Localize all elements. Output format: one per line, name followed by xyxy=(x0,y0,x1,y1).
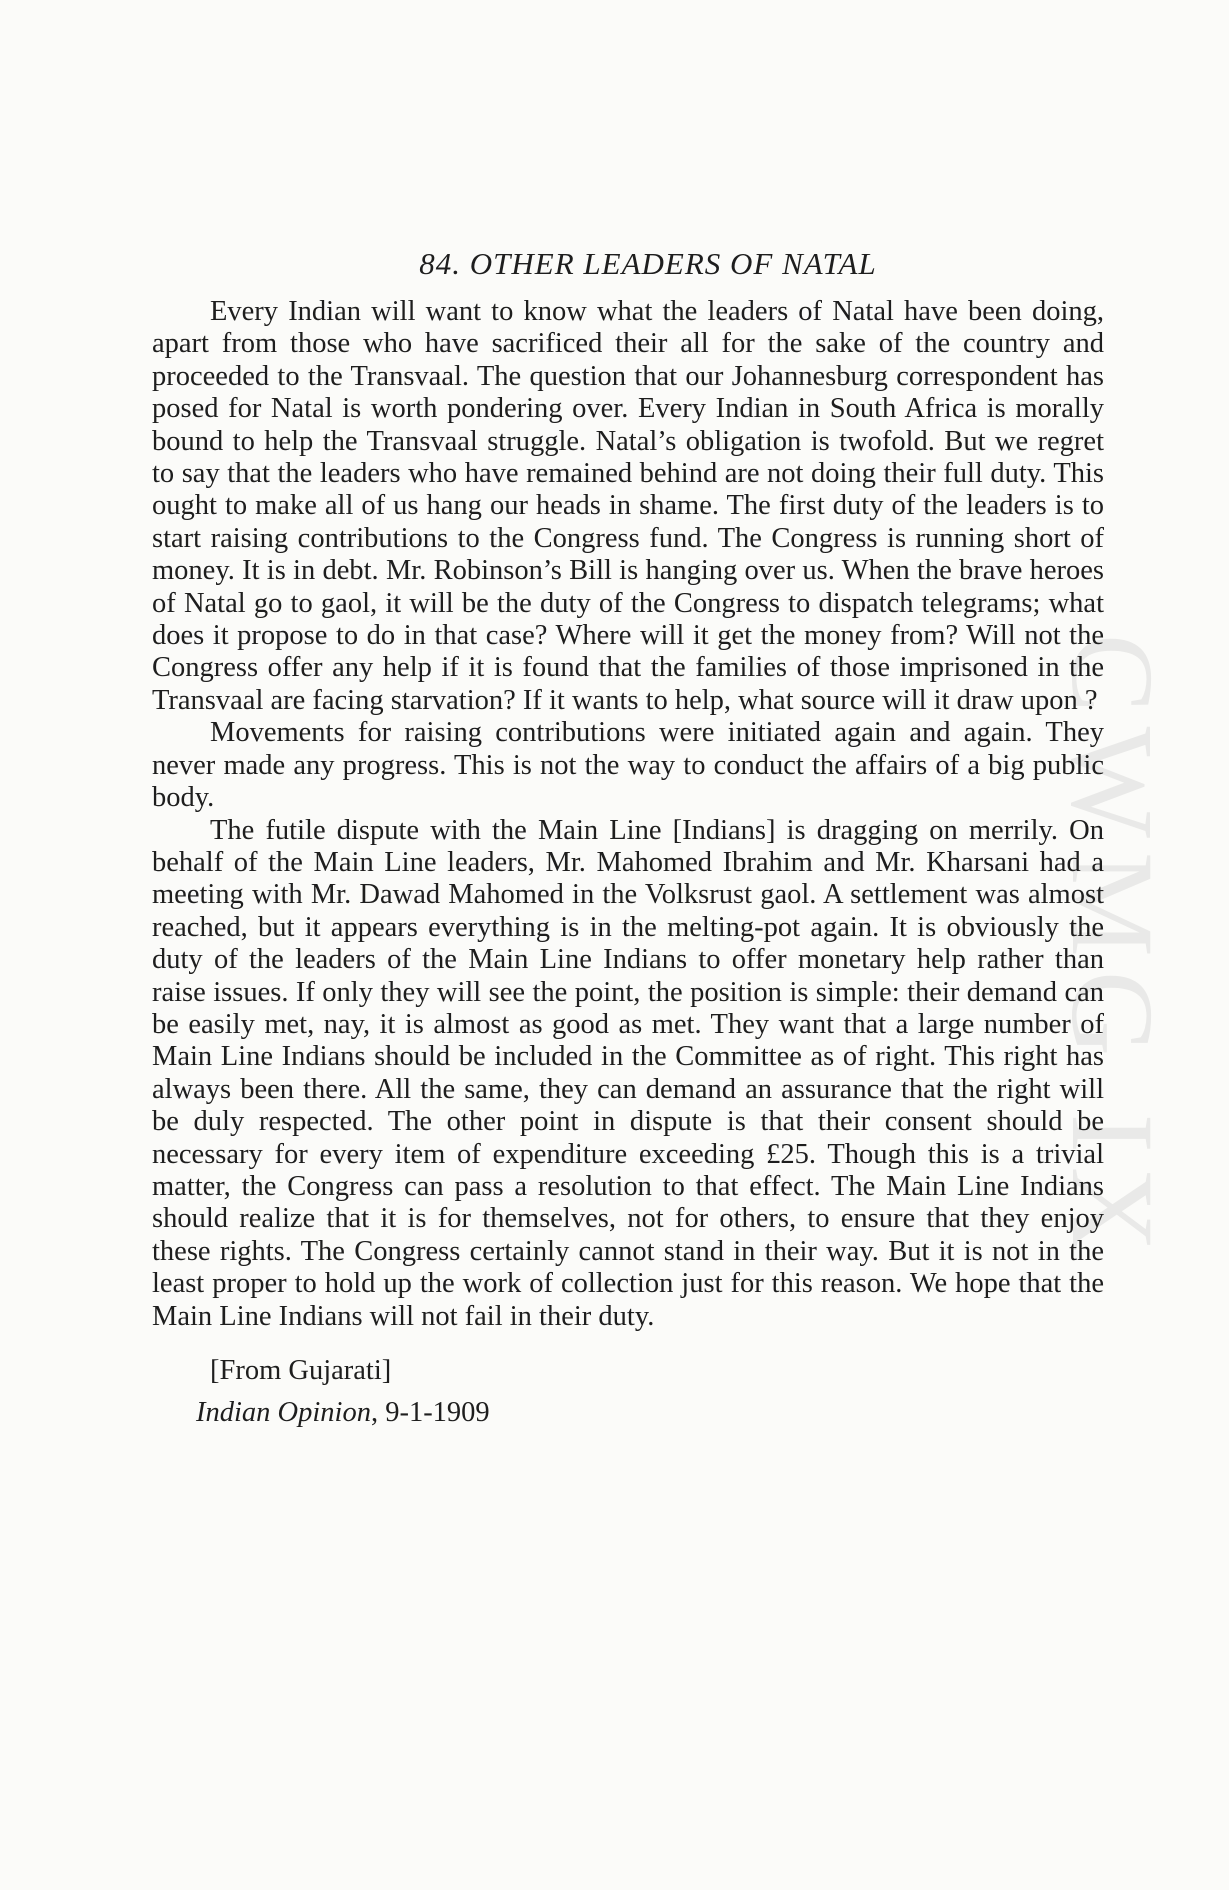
paragraph-2: Movements for raising contributions were initiated again and again. They never made any progress. This is not the way to conduct the affairs of a big public body. xyxy=(152,717,1104,814)
article-title: 84. OTHER LEADERS OF NATAL xyxy=(419,246,877,281)
watermark-text: CWMG IX xyxy=(1047,633,1179,1267)
citation-date: 9-1-1909 xyxy=(385,1397,490,1428)
citation xyxy=(196,1397,1104,1429)
citation-separator: , xyxy=(370,1397,386,1428)
document-page xyxy=(152,246,1104,1429)
paragraph-3: The futile dispute with the Main Line [Indians] is dragging on merrily. On behalf of the Main Line leaders, Mr. Mahomed Ibrahim and Mr. Kharsani had a meeting with Mr. Dawad Mahomed in the Volksrust gaol. A settlement was almost reached, but it appears everything is in the melting-pot again. It is obviously the duty of the leaders of the Main Line Indians to offer monetary help rather than raise issues. If only they will see the point, the position is simple: their demand can be easily met, nay, it is almost as good as met. They want that a large number of Main Line Indians should be included in the Committee as of right. This right has always been there. All the same, they can demand an assurance that the right will be duly respected. The other point in dispute is that their consent should be necessary for every item of expenditure exceeding £25. Though this is a trivial matter, the Congress can pass a resolution to that effect. The Main Line Indians should realize that it is for themselves, not for others, to ensure that they enjoy these rights. The Congress certainly cannot stand in their way. But it is not in the least proper to hold up the work of collection just for this reason. We hope that the Main Line Indians will not fail in their duty. xyxy=(152,814,1104,1332)
citation-publication: Indian Opinion xyxy=(196,1397,371,1428)
paragraph-1: Every Indian will want to know what the leaders of Natal have been doing, apart from those who have sacrificed their all for the sake of the country and proceeded to the Transvaal. The question that our Johannesburg correspondent has posed for Natal is worth pondering over. Every Indian in South Africa is morally bound to help the Transvaal struggle. Natal’s obligation is twofold. But we regret to say that the leaders who have remained behind are not doing their full duty. This ought to make all of us hang our heads in shame. The first duty of the leaders is to start raising contributions to the Congress fund. The Congress is running short of money. It is in debt. Mr. Robinson’s Bill is hanging over us. When the brave heroes of Natal go to gaol, it will be the duty of the Congress to dispatch telegrams; what does it propose to do in that case? Where will it get the money from? Will not the Congress offer any help if it is found that the families of those imprisoned in the Transvaal are facing starvation? If it wants to help, what source will it draw upon ? xyxy=(152,296,1104,716)
source-note: [From Gujarati] xyxy=(210,1355,392,1386)
